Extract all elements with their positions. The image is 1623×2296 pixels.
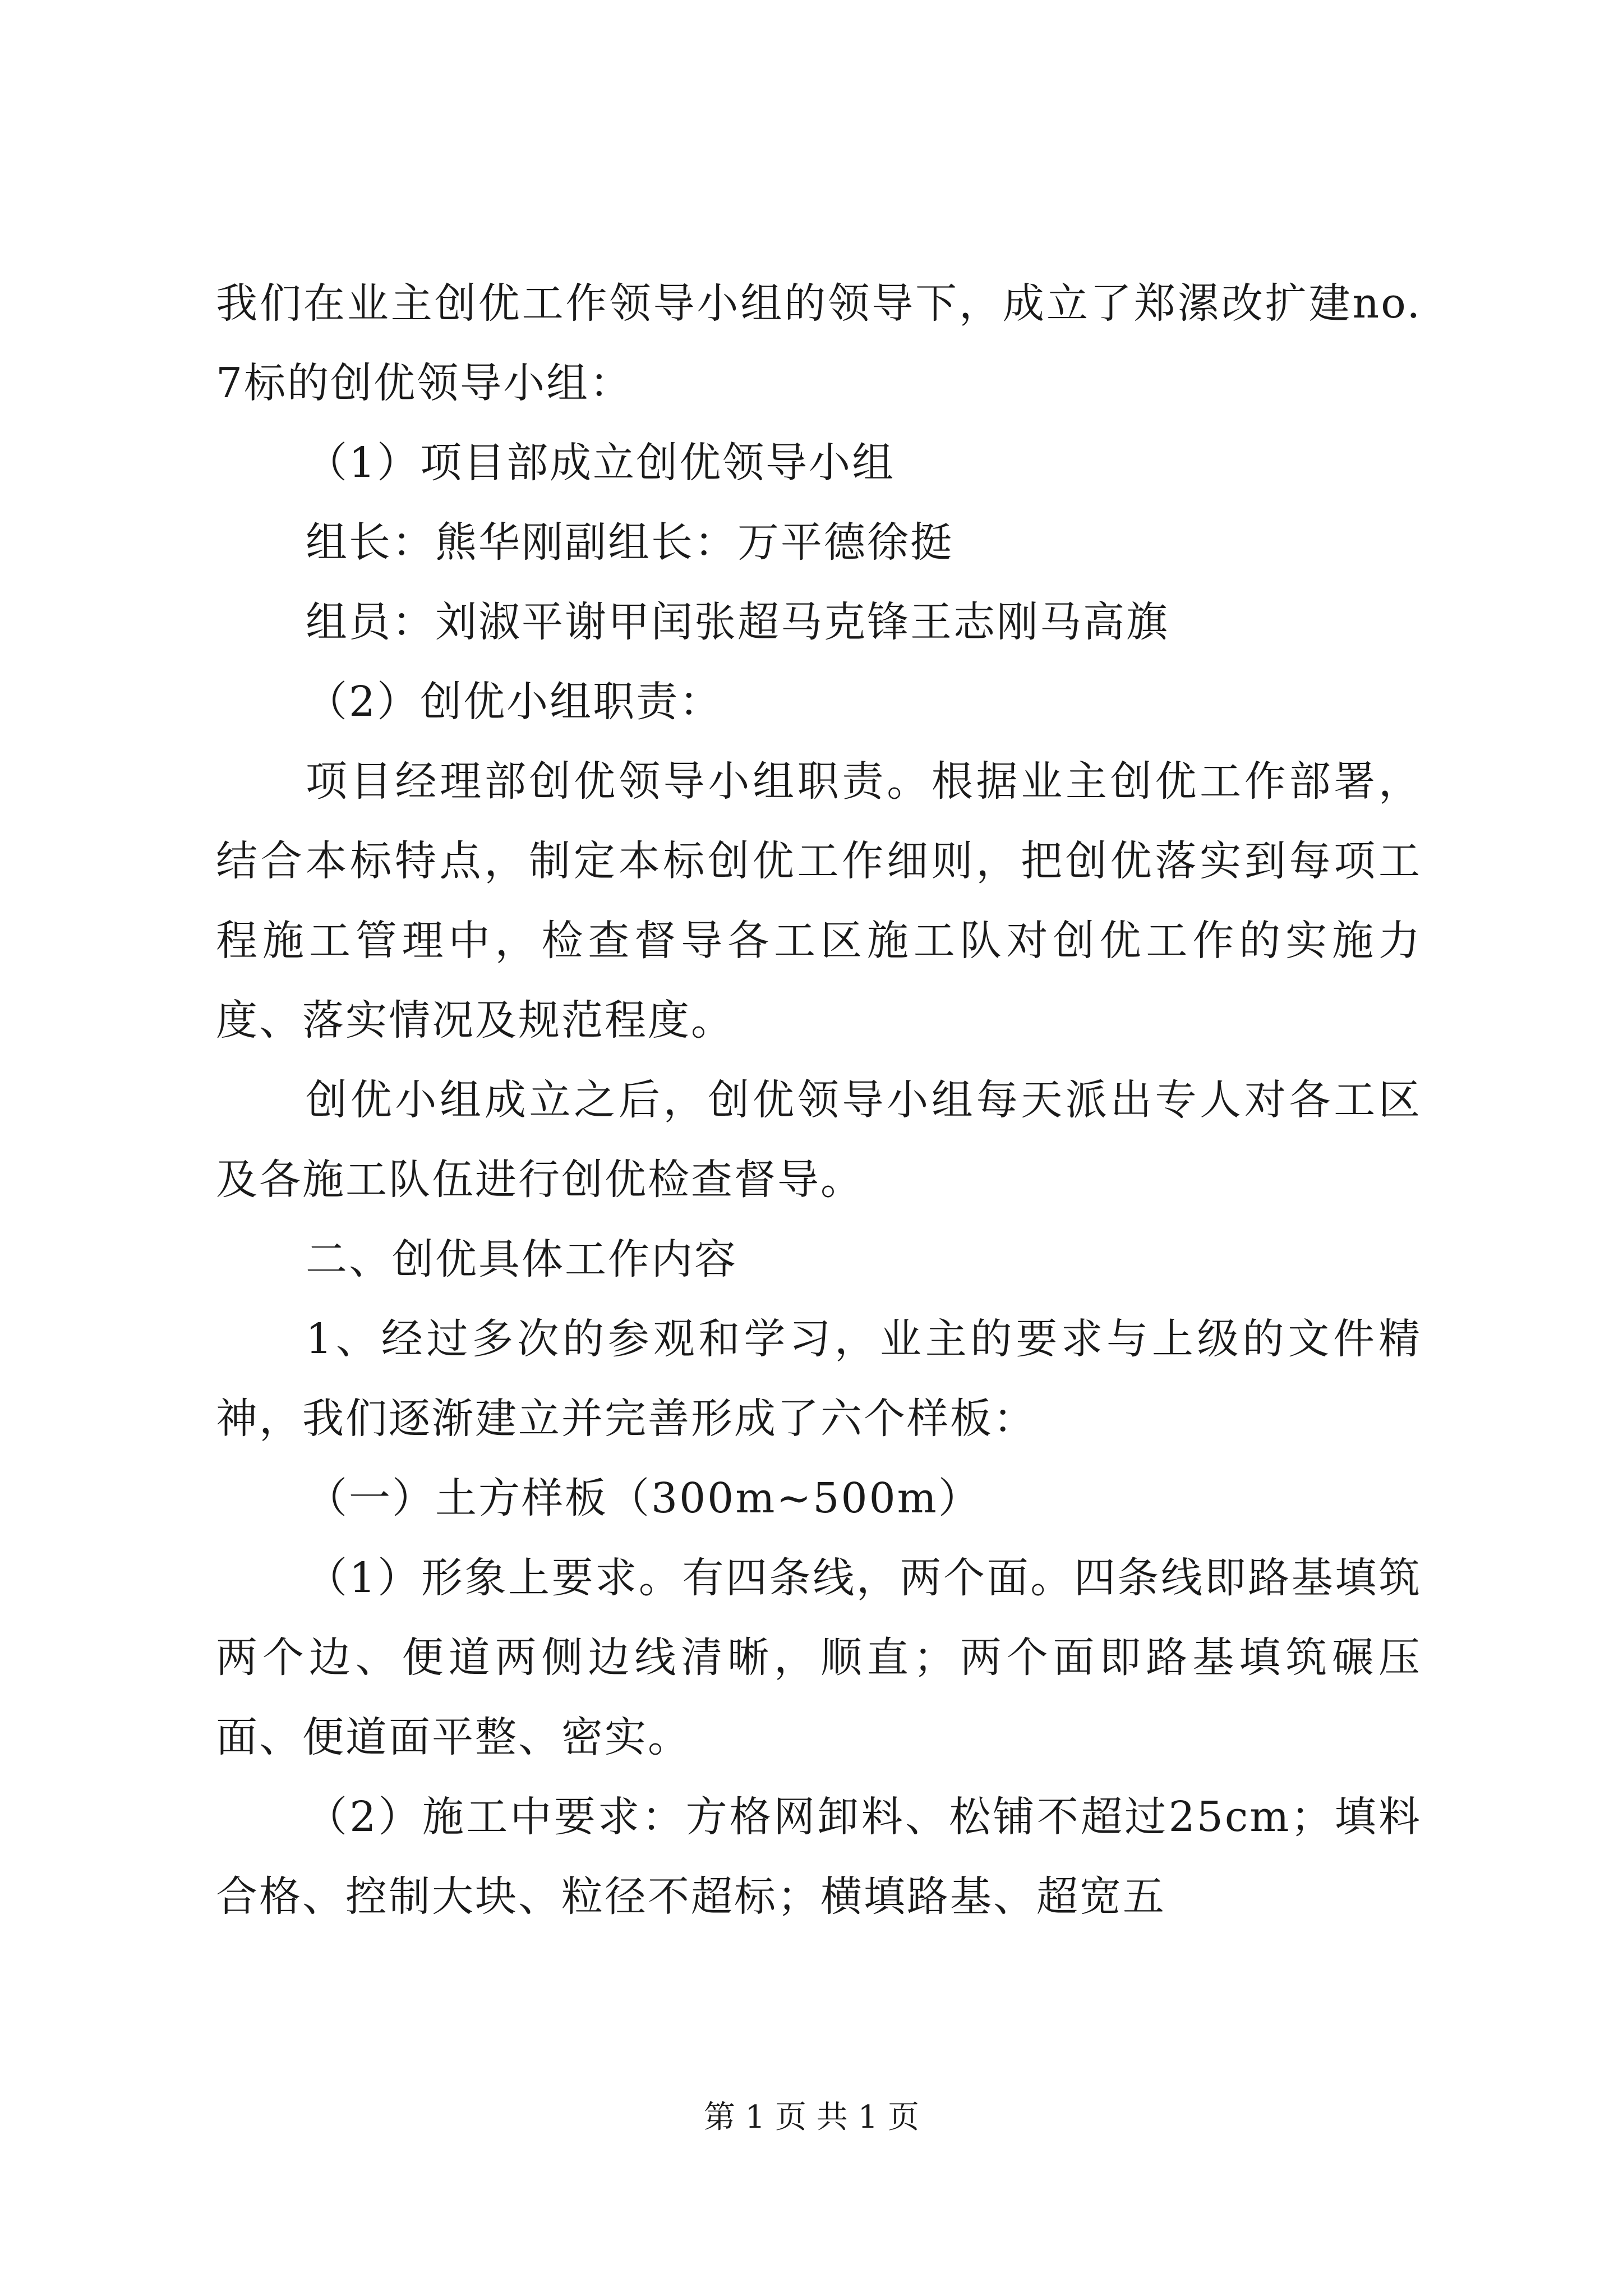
paragraph-5: （2）创优小组职责： [306, 678, 723, 726]
document-body [216, 264, 1422, 1936]
paragraph-12: （2）施工中要求：方格网卸料、松铺不超过25cm；填料合格、控制大块、粒径不超标；横填路基、超宽五 [216, 1793, 1422, 1921]
paragraph-7: 创优小组成立之后，创优领导小组每天派出专人对各工区及各施工队伍进行创优检查督导。 [216, 1076, 1422, 1204]
page-footer [0, 2098, 1623, 2137]
paragraph-8: 二、创优具体工作内容 [306, 1235, 737, 1283]
paragraph-10: （一）土方样板（300m~500m） [306, 1474, 981, 1522]
paragraph-4: 组员：刘淑平谢甲闰张超马克锋王志刚马高旗 [306, 598, 1169, 646]
paragraph-9: 1、经过多次的参观和学习，业主的要求与上级的文件精神，我们逐渐建立并完善形成了六个样板： [216, 1315, 1422, 1443]
paragraph-6: 项目经理部创优领导小组职责。根据业主创优工作部署，结合本标特点，制定本标创优工作细则，把创优落实到每项工程施工管理中，检查督导各工区施工队对创优工作的实施力度、落实情况及规范程度。 [216, 757, 1422, 1045]
paragraph-1: 我们在业主创优工作领导小组的领导下，成立了郑漯改扩建no.7标的创优领导小组： [216, 279, 1422, 407]
paragraph-11: （1）形象上要求。有四条线，两个面。四条线即路基填筑两个边、便道两侧边线清晰，顺直；两个面即路基填筑碾压面、便道面平整、密实。 [216, 1554, 1422, 1761]
paragraph-2: （1）项目部成立创优领导小组 [306, 439, 896, 487]
paragraph-3: 组长：熊华刚副组长：万平德徐挺 [306, 518, 953, 567]
page-number-label: 第 1 页 共 1 页 [703, 2099, 920, 2136]
